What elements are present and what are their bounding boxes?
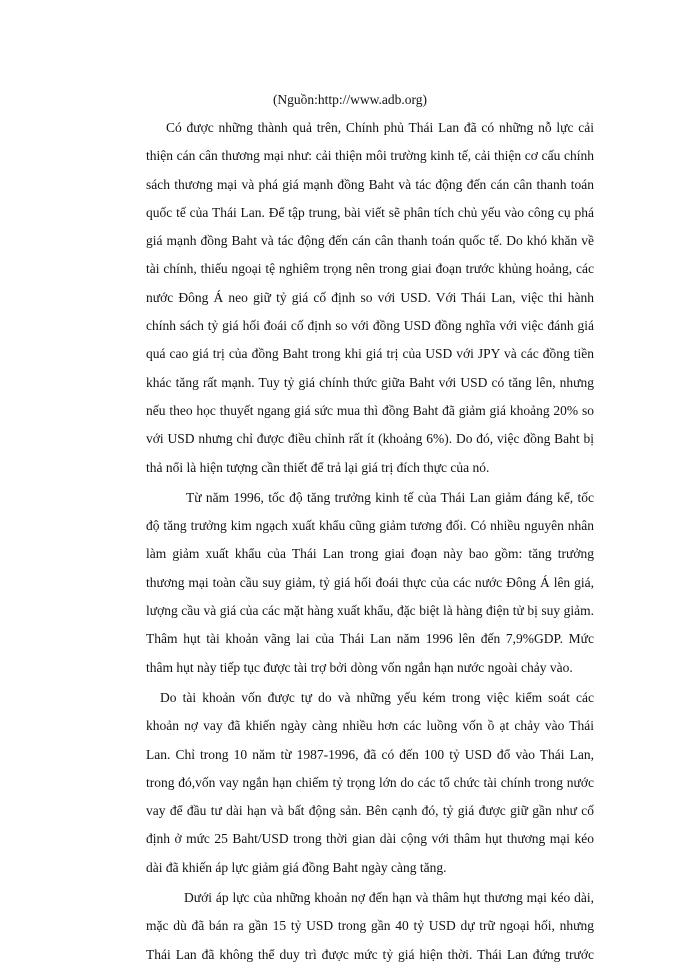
paragraph-2 bbox=[146, 484, 594, 682]
paragraph-line: mặc dù đã bán ra gần 15 tỷ USD trong gần 40 tỷ USD dự trữ ngoại hối, nhưng bbox=[146, 918, 594, 934]
paragraph-line: sách thương mại và phá giá mạnh đồng Baht và tác động đến cán cân thanh toán bbox=[146, 176, 594, 192]
paragraph-line: nước Đông Á neo giữ tỷ giá cố định so với USD. Với Thái Lan, việc thi hành bbox=[146, 289, 594, 305]
body-text bbox=[146, 114, 594, 969]
paragraph-3 bbox=[146, 684, 594, 882]
paragraph-line: độ tăng trưởng kim ngạch xuất khẩu cũng giảm tương đối. Có nhiều nguyên nhân bbox=[146, 518, 594, 534]
paragraph-line: làm giảm xuất khẩu của Thái Lan trong giai đoạn này bao gồm: tăng trưởng bbox=[146, 546, 594, 562]
paragraph-line: Từ năm 1996, tốc độ tăng trưởng kinh tế của Thái Lan giảm đáng kể, tốc bbox=[186, 489, 594, 505]
paragraph-line: Lan. Chỉ trong 10 năm từ 1987-1996, đã có đến 100 tỷ USD đổ vào Thái Lan, bbox=[146, 746, 594, 762]
paragraph-line: Do tài khoản vốn được tự do và những yếu kém trong việc kiểm soát các bbox=[160, 689, 594, 705]
paragraph-line: thâm hụt này tiếp tục được tài trợ bởi dòng vốn ngắn hạn nước ngoài chảy vào. bbox=[146, 659, 573, 675]
paragraph-line: chính sách tỷ giá hối đoái cố định so với đồng USD đồng nghĩa với việc đánh giá bbox=[146, 318, 594, 334]
paragraph-line: nếu theo học thuyết ngang giá sức mua thì đồng Baht đã giảm giá khoảng 20% so bbox=[146, 402, 594, 418]
paragraph-line: vay để đầu tư dài hạn và bất động sản. Bên cạnh đó, tỷ giá được giữ gần như cố bbox=[146, 803, 594, 819]
paragraph-line: quốc tế của Thái Lan. Để tập trung, bài viết sẽ phân tích chủ yếu vào công cụ phá bbox=[146, 204, 594, 220]
paragraph-line: khoản nợ vay đã khiến ngày càng nhiều hơn các luồng vốn ồ ạt chảy vào Thái bbox=[146, 718, 594, 734]
paragraph-1 bbox=[146, 114, 594, 482]
paragraph-line: định ở mức 25 Baht/USD trong thời gian dài cộng với thâm hụt thương mại kéo bbox=[146, 831, 594, 847]
paragraph-4 bbox=[146, 884, 594, 969]
paragraph-line: Thâm hụt tài khoản vãng lai của Thái Lan năm 1996 lên đến 7,9%GDP. Mức bbox=[146, 631, 594, 647]
paragraph-line: với USD nhưng chỉ được điều chỉnh rất ít (khoảng 6%). Do đó, việc đồng Baht bị bbox=[146, 431, 594, 447]
paragraph-line: thiện cán cân thương mại như: cải thiện môi trường kinh tế, cải thiện cơ cấu chính bbox=[146, 148, 594, 164]
paragraph-line: Thái Lan đã không thể duy trì được mức tỷ giá hiện thời. Thái Lan đứng trước bbox=[146, 946, 594, 962]
paragraph-line: thả nổi là hiện tượng cần thiết để trả lại giá trị đích thực của nó. bbox=[146, 459, 490, 475]
paragraph-line: Dưới áp lực của những khoản nợ đến hạn và thâm hụt thương mại kéo dài, bbox=[184, 890, 594, 906]
source-citation: (Nguồn:http://www.adb.org) bbox=[272, 92, 428, 107]
paragraph-line: Có được những thành quả trên, Chính phủ Thái Lan đã có những nỗ lực cải bbox=[166, 120, 594, 135]
paragraph-line: dài đã khiến áp lực giảm giá đồng Baht ngày càng tăng. bbox=[146, 859, 447, 875]
paragraph-line: lượng cầu và giá của các mặt hàng xuất khẩu, đặc biệt là hàng điện tử bị suy giảm. bbox=[146, 603, 594, 619]
paragraph-line: giá mạnh đồng Baht và tác động đến cán cân thanh toán quốc tế. Do khó khăn về bbox=[146, 233, 594, 249]
paragraph-line: quá cao giá trị của đồng Baht trong khi giá trị của USD với JPY và các đồng tiền bbox=[146, 346, 594, 362]
paragraph-line: khác tăng rất mạnh. Tuy tỷ giá chính thức giữa Baht với USD có tăng lên, nhưng bbox=[146, 374, 594, 390]
paragraph-line: thương mại toàn cầu suy giảm, tỷ giá hối đoái thực của các nước Đông Á lên giá, bbox=[146, 574, 594, 590]
paragraph-line: tài chính, thiếu ngoại tệ nghiêm trọng nên trong giai đoạn trước khủng hoảng, các bbox=[146, 261, 594, 277]
paragraph-line: trong đó,vốn vay ngắn hạn chiếm tỷ trọng lớn do các tổ chức tài chính trong nước bbox=[146, 774, 594, 790]
